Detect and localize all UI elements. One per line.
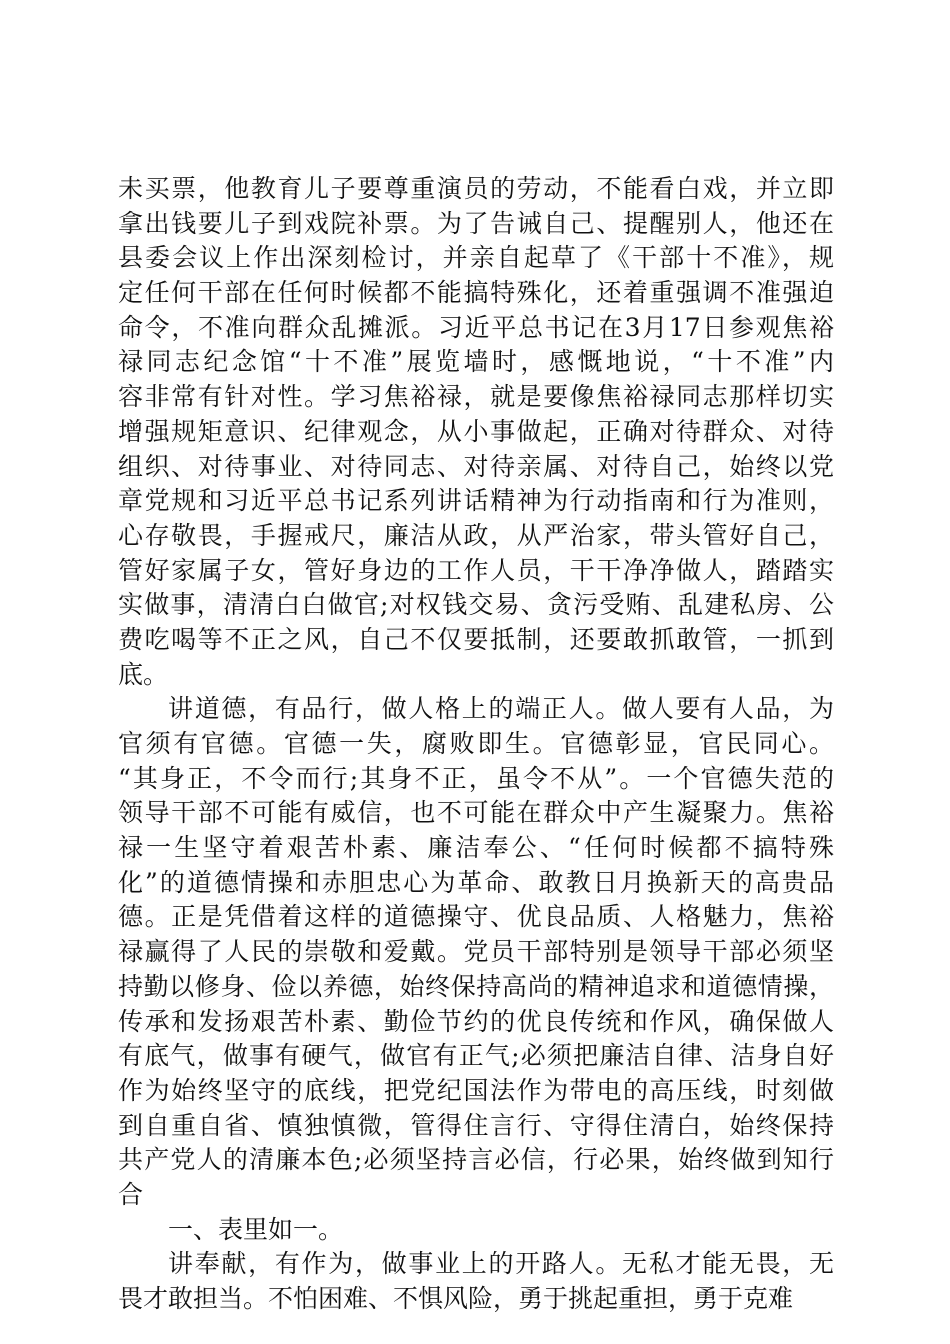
text-line: 禄同志纪念馆“十不准”展览墙时，感慨地说，“十不准”内	[118, 347, 834, 377]
text-line: 有底气，做事有硬气，做官有正气;必须把廉洁自律、洁身自好	[118, 1041, 834, 1071]
paragraph	[118, 172, 834, 692]
text-line: 讲奉献，有作为，做事业上的开路人。无私才能无畏，无	[168, 1249, 834, 1279]
text-line: 禄一生坚守着艰苦朴素、廉洁奉公、“任何时候都不搞特殊	[118, 833, 834, 863]
paragraph	[118, 1247, 834, 1316]
text-line: 底。	[118, 659, 169, 689]
text-line: 到自重自省、慎独慎微，管得住言行、守得住清白，始终保持	[118, 1110, 834, 1140]
text-line: 传承和发扬艰苦朴素、勤俭节约的优良传统和作风，确保做人	[118, 1006, 834, 1036]
text-line: 作为始终坚守的底线，把党纪国法作为带电的高压线，时刻做	[118, 1075, 834, 1105]
text-line: 禄赢得了人民的崇敬和爱戴。党员干部特别是领导干部必须坚	[118, 937, 834, 967]
text-line: 费吃喝等不正之风，自己不仅要抵制，还要敢抓敢管，一抓到	[118, 624, 834, 654]
text-line: 合	[118, 1179, 144, 1209]
text-line: 心存敬畏，手握戒尺，廉洁从政，从严治家，带头管好自己，	[118, 520, 834, 550]
text-line: 化”的道德情操和赤胆忠心为革命、敢教日月换新天的高贵品	[118, 867, 834, 897]
text-line: 拿出钱要儿子到戏院补票。为了告诫自己、提醒别人，他还在	[118, 208, 834, 238]
text-line: 命令，不准向群众乱摊派。习近平总书记在3月17日参观焦裕	[118, 312, 834, 342]
text-line: 持勤以修身、俭以养德，始终保持高尚的精神追求和道德情操，	[118, 971, 834, 1001]
paragraph	[118, 1213, 834, 1248]
text-line: 官须有官德。官德一失，腐败即生。官德彰显，官民同心。	[118, 729, 834, 758]
text-line: 讲道德，有品行，做人格上的端正人。做人要有人品，为	[168, 694, 834, 724]
text-line: 管好家属子女，管好身边的工作人员，干干净净做人，踏踏实	[118, 555, 834, 585]
text-line: 畏才敢担当。不怕困难、不惧风险，勇于挑起重担，勇于克难	[118, 1284, 794, 1313]
document-body	[118, 172, 834, 1317]
text-line: 定任何干部在任何时候都不能搞特殊化，还着重强调不准强迫	[118, 278, 834, 308]
text-line: 一、表里如一。	[168, 1214, 344, 1244]
text-line: 章党规和习近平总书记系列讲话精神为行动指南和行为准则，	[118, 486, 834, 516]
text-line: 容非常有针对性。学习焦裕禄，就是要像焦裕禄同志那样切实	[118, 382, 834, 412]
text-line: 县委会议上作出深刻检讨，并亲自起草了《干部十不准》，规	[118, 243, 834, 273]
paragraph	[118, 692, 834, 1212]
text-line: 实做事，清清白白做官;对权钱交易、贪污受贿、乱建私房、公	[118, 590, 834, 620]
text-line: 增强规矩意识、纪律观念，从小事做起，正确对待群众、对待	[118, 416, 834, 446]
text-line: “其身正，不令而行;其身不正，虽令不从”。一个官德失范的	[118, 763, 834, 793]
text-line: 领导干部不可能有威信，也不可能在群众中产生凝聚力。焦裕	[118, 798, 834, 828]
text-line: 组织、对待事业、对待同志、对待亲属、对待自己，始终以党	[118, 451, 834, 481]
text-line: 共产党人的清廉本色;必须坚持言必信，行必果，始终做到知行	[118, 1145, 834, 1175]
text-line: 未买票，他教育儿子要尊重演员的劳动，不能看白戏，并立即	[118, 174, 834, 203]
text-line: 德。正是凭借着这样的道德操守、优良品质、人格魅力，焦裕	[118, 902, 834, 932]
